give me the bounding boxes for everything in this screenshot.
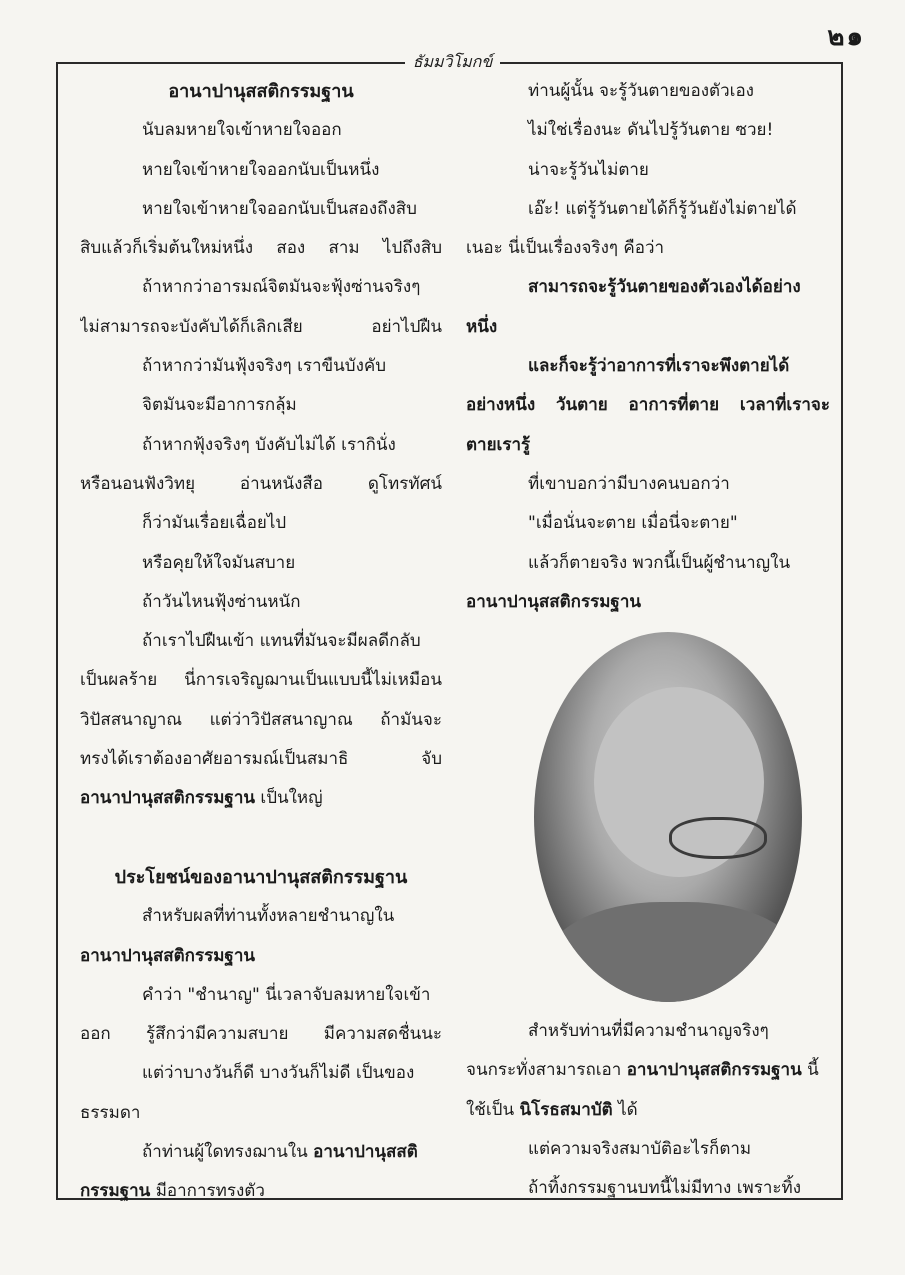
running-header: ธัมมวิโมกข์ bbox=[405, 50, 501, 75]
text-line: ธรรมดา bbox=[80, 1102, 141, 1123]
text-line bbox=[80, 937, 442, 976]
text-line: หรือนอนฟังวิทยุ อ่านหนังสือ ดูโทรทัศน์ bbox=[80, 473, 442, 494]
bold-term: กรรมฐาน bbox=[80, 1181, 151, 1202]
text-line: หายใจเข้าหายใจออกนับเป็นสองถึงสิบ bbox=[142, 198, 417, 219]
text-line: ท่านผู้นั้น จะรู้วันตายของตัวเอง bbox=[528, 81, 754, 101]
text-line: ถ้าหากว่าอารมณ์จิตมันจะฟุ้งซ่านจริงๆ bbox=[142, 277, 421, 298]
bold-text: อย่างหนึ่ง วันตาย อาการที่ตาย เวลาที่เราจะ bbox=[466, 395, 830, 416]
text-line bbox=[466, 268, 830, 307]
bold-term: อานาปานุสสติกรรมฐาน bbox=[626, 1060, 802, 1081]
bold-text: สามารถจะรู้วันตายของตัวเองได้อย่าง bbox=[528, 277, 801, 298]
text-line bbox=[466, 386, 830, 425]
text-span: ถ้าท่านผู้ใดทรงฌานใน bbox=[142, 1142, 314, 1163]
page-number: ๒๑ bbox=[827, 22, 865, 52]
bold-term: นิโรธสมาบัติ bbox=[519, 1099, 613, 1120]
text-line: หรือคุยให้ใจมันสบาย bbox=[142, 552, 296, 573]
text-line: แล้วก็ตายจริง พวกนี้เป็นผู้ชำนาญใน bbox=[528, 552, 791, 573]
text-line bbox=[80, 779, 442, 818]
left-column bbox=[80, 72, 442, 1212]
text-line: จิตมันจะมีอาการกลุ้ม bbox=[142, 395, 297, 416]
bold-text: ตายเรารู้ bbox=[466, 434, 531, 455]
text-span: จนกระทั่งสามารถเอา bbox=[466, 1060, 627, 1081]
text-line bbox=[466, 426, 830, 465]
text-line: ออก รู้สึกว่ามีความสบาย มีความสดชื่นนะ bbox=[80, 1024, 442, 1045]
text-line: ถ้าวันไหนฟุ้งซ่านหนัก bbox=[142, 591, 301, 612]
text-line: "เมื่อนั่นจะตาย เมื่อนี่จะตาย" bbox=[528, 513, 738, 534]
text-line: ไม่สามารถจะบังคับได้ก็เลิกเสีย อย่าไปฝืน bbox=[80, 316, 442, 337]
text-line: เอ๊ะ! แต่รู้วันตายได้ก็รู้วันยังไม่ตายได้ bbox=[528, 198, 797, 219]
photo-area bbox=[466, 622, 830, 1012]
text-span: ใช้เป็น bbox=[466, 1099, 520, 1120]
text-line: ที่เขาบอกว่ามีบางคนบอกว่า bbox=[528, 473, 730, 494]
text-line bbox=[80, 1172, 442, 1211]
text-line: ถ้าหากฟุ้งจริงๆ บังคับไม่ได้ เรากินั่ง bbox=[142, 434, 396, 455]
text-line: คำว่า "ชำนาญ" นี่เวลาจับลมหายใจเข้า bbox=[142, 984, 431, 1005]
bold-text: หนึ่ง bbox=[466, 316, 498, 337]
portrait-photo bbox=[534, 632, 802, 1002]
text-line: ถ้าหากว่ามันฟุ้งจริงๆ เราขืนบังคับ bbox=[142, 356, 387, 377]
bold-text: และก็จะรู้ว่าอาการที่เราจะพึงตายได้ bbox=[528, 356, 790, 377]
text-line bbox=[466, 308, 830, 347]
text-line: ไม่ใช่เรื่องนะ ดันไปรู้วันตาย ซวย! bbox=[528, 120, 774, 141]
text-line: แต่ว่าบางวันก็ดี บางวันก็ไม่ดี เป็นของ bbox=[142, 1063, 415, 1084]
section-title: อานาปานุสสติกรรมฐาน bbox=[168, 81, 354, 102]
text-line: ทรงได้เราต้องอาศัยอารมณ์เป็นสมาธิ จับ bbox=[80, 749, 442, 770]
text-line: สิบแล้วก็เริ่มต้นใหม่หนึ่ง สอง สาม ไปถึงสิบ bbox=[80, 238, 442, 259]
text-span: เป็นใหญ่ bbox=[254, 788, 323, 809]
text-line: ถ้าเราไปฝืนเข้า แทนที่มันจะมีผลดีกลับ bbox=[142, 631, 421, 652]
text-line bbox=[466, 1051, 830, 1090]
text-line: หายใจเข้าหายใจออกนับเป็นหนึ่ง bbox=[142, 159, 380, 180]
text-line: สำหรับท่านที่มีความชำนาญจริงๆ bbox=[528, 1021, 769, 1042]
text-span: ได้ bbox=[612, 1099, 638, 1120]
text-span: นี้ bbox=[801, 1060, 819, 1081]
text-line: นับลมหายใจเข้าหายใจออก bbox=[142, 120, 342, 141]
blank-line bbox=[80, 819, 442, 858]
text-line bbox=[80, 1133, 442, 1172]
text-line: เป็นผลร้าย นี่การเจริญฌานเป็นแบบนี้ไม่เหมือน bbox=[80, 670, 442, 691]
text-line: สำหรับผลที่ท่านทั้งหลายชำนาญใน bbox=[142, 906, 395, 927]
portrait-glasses bbox=[669, 817, 767, 859]
text-line: น่าจะรู้วันไม่ตาย bbox=[528, 159, 649, 180]
bold-term: อานาปานุสสติกรรมฐาน bbox=[80, 788, 255, 809]
portrait-robe bbox=[544, 902, 802, 1002]
text-line: ถ้าทิ้งกรรมฐานบทนี้ไม่มีทาง เพราะทิ้ง bbox=[528, 1178, 802, 1199]
section-title: ประโยชน์ของอานาปานุสสติกรรมฐาน bbox=[114, 866, 408, 888]
text-line: เนอะ นี่เป็นเรื่องจริงๆ คือว่า bbox=[466, 238, 665, 259]
text-line bbox=[466, 1091, 830, 1130]
text-line: ก็ว่ามันเรื่อยเฉื่อยไป bbox=[142, 513, 287, 534]
bold-term: อานาปานุสสติกรรมฐาน bbox=[80, 945, 255, 966]
right-column bbox=[466, 72, 830, 1209]
text-line bbox=[466, 583, 830, 622]
text-line: แต่ความจริงสมาบัติอะไรก็ตาม bbox=[528, 1139, 752, 1160]
text-line: วิปัสสนาญาณ แต่ว่าวิปัสสนาญาณ ถ้ามันจะ bbox=[80, 709, 442, 730]
bold-term: อานาปานุสสติกรรมฐาน bbox=[466, 591, 641, 612]
bold-term: อานาปานุสสติ bbox=[313, 1142, 418, 1163]
text-line bbox=[466, 347, 830, 386]
text-span: มีอาการทรงตัว bbox=[150, 1181, 265, 1202]
